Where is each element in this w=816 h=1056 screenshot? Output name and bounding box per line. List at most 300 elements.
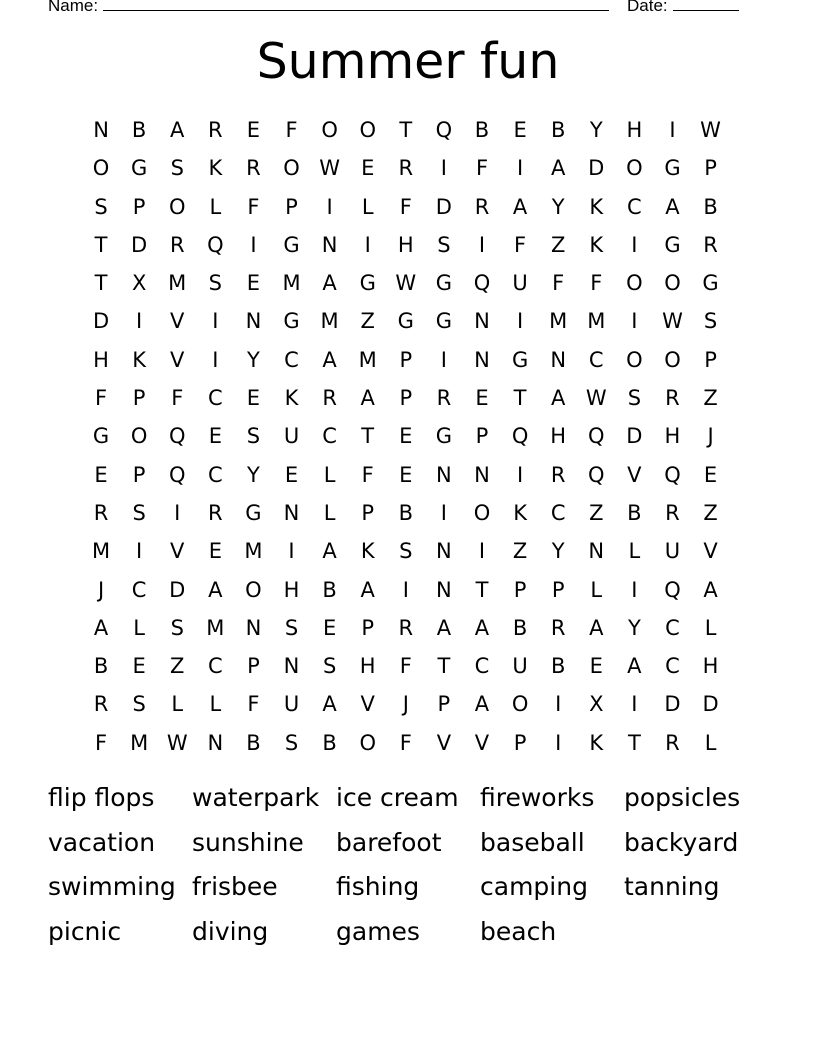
grid-cell[interactable]: A: [322, 539, 337, 564]
grid-cell[interactable]: G: [131, 156, 148, 181]
grid-cell[interactable]: P: [399, 386, 413, 411]
grid-cell[interactable]: H: [283, 577, 300, 602]
grid-cell[interactable]: C: [550, 500, 566, 525]
grid-cell[interactable]: G: [664, 232, 681, 257]
grid-cell[interactable]: Q: [168, 424, 186, 449]
grid-cell[interactable]: E: [475, 386, 489, 411]
grid-cell[interactable]: G: [702, 271, 719, 296]
grid-cell[interactable]: Q: [664, 462, 681, 487]
grid-cell[interactable]: M: [549, 309, 568, 334]
grid-cell[interactable]: T: [513, 386, 527, 411]
grid-cell[interactable]: N: [474, 462, 490, 487]
grid-cell[interactable]: R: [246, 156, 261, 181]
grid-cell[interactable]: B: [322, 577, 337, 602]
grid-cell[interactable]: P: [361, 615, 375, 640]
grid-cell[interactable]: G: [283, 232, 300, 257]
grid-cell[interactable]: L: [323, 500, 336, 525]
grid-cell[interactable]: S: [437, 232, 451, 257]
grid-cell[interactable]: W: [319, 156, 340, 181]
grid-cell[interactable]: Z: [703, 500, 718, 525]
grid-cell[interactable]: C: [627, 194, 642, 219]
grid-cell[interactable]: I: [250, 232, 257, 257]
puzzle-title: Summer fun: [256, 33, 560, 90]
grid-cell[interactable]: Q: [511, 424, 529, 449]
grid-cell[interactable]: V: [170, 309, 185, 334]
grid-cell[interactable]: I: [631, 309, 638, 334]
grid-cell[interactable]: R: [665, 386, 680, 411]
grid-cell[interactable]: U: [283, 424, 300, 449]
grid-cell[interactable]: A: [322, 692, 337, 717]
grid-cell[interactable]: I: [174, 500, 181, 525]
grid-cell[interactable]: O: [626, 347, 643, 372]
grid-cell[interactable]: L: [209, 692, 222, 717]
grid-cell[interactable]: J: [402, 692, 409, 717]
grid-cell[interactable]: A: [360, 386, 375, 411]
grid-cell[interactable]: R: [398, 615, 414, 640]
grid-cell[interactable]: E: [399, 462, 413, 487]
grid-cell[interactable]: F: [552, 271, 565, 296]
grid-cell[interactable]: G: [664, 156, 681, 181]
grid-cell[interactable]: A: [208, 577, 223, 602]
grid-cell[interactable]: A: [436, 615, 452, 640]
grid-cell[interactable]: R: [665, 500, 680, 525]
grid-cell[interactable]: E: [208, 539, 222, 564]
grid-cell[interactable]: Z: [170, 654, 185, 679]
grid-cell[interactable]: Z: [360, 309, 375, 334]
grid-cell[interactable]: U: [512, 271, 528, 296]
grid-cell[interactable]: P: [132, 462, 146, 487]
grid-cell[interactable]: G: [245, 500, 262, 525]
name-line[interactable]: [103, 0, 609, 11]
grid-cell[interactable]: I: [402, 577, 409, 602]
grid-cell[interactable]: V: [170, 539, 185, 564]
grid-cell[interactable]: V: [360, 692, 375, 717]
grid-cell[interactable]: A: [322, 271, 337, 296]
grid-cell[interactable]: Y: [589, 118, 603, 142]
grid-cell[interactable]: B: [512, 615, 528, 640]
grid-cell[interactable]: C: [207, 386, 223, 411]
grid-cell[interactable]: M: [358, 347, 377, 372]
grid-cell[interactable]: G: [92, 424, 110, 449]
grid-cell[interactable]: H: [93, 347, 109, 372]
grid-cell[interactable]: B: [550, 118, 566, 142]
grid-cell[interactable]: F: [361, 462, 374, 487]
grid-cell[interactable]: L: [171, 692, 184, 717]
grid-cell[interactable]: B: [131, 118, 147, 142]
grid-cell[interactable]: N: [436, 577, 452, 602]
grid-cell[interactable]: F: [247, 194, 260, 219]
grid-cell[interactable]: T: [437, 654, 451, 679]
grid-cell[interactable]: P: [361, 500, 375, 525]
word-bank-item: camping: [480, 872, 588, 901]
grid-cell[interactable]: N: [207, 730, 224, 755]
grid-cell[interactable]: I: [364, 232, 371, 257]
date-line[interactable]: [673, 0, 739, 11]
grid-cell[interactable]: P: [704, 156, 717, 181]
grid-cell[interactable]: E: [703, 462, 718, 487]
grid-cell[interactable]: O: [245, 577, 262, 602]
grid-cell[interactable]: R: [208, 500, 223, 525]
grid-cell[interactable]: N: [474, 347, 490, 372]
date-field[interactable]: [627, 0, 739, 16]
grid-cell[interactable]: Q: [664, 577, 681, 602]
grid-cell[interactable]: J: [707, 424, 714, 449]
grid-cell[interactable]: S: [284, 615, 299, 640]
grid-cell[interactable]: N: [436, 462, 452, 487]
grid-cell[interactable]: D: [169, 577, 186, 602]
grid-cell[interactable]: I: [440, 156, 447, 181]
grid-cell[interactable]: Y: [551, 539, 565, 564]
grid-cell[interactable]: E: [322, 615, 337, 640]
grid-cell[interactable]: H: [550, 424, 567, 449]
grid-cell[interactable]: F: [399, 730, 412, 755]
grid-cell[interactable]: O: [626, 156, 643, 181]
grid-cell[interactable]: D: [92, 309, 110, 334]
grid-cell[interactable]: C: [665, 654, 680, 679]
grid-cell[interactable]: B: [322, 730, 337, 755]
grid-cell[interactable]: I: [516, 462, 524, 487]
grid-cell[interactable]: N: [283, 654, 300, 679]
grid-cell[interactable]: B: [398, 500, 413, 525]
grid-cell[interactable]: R: [93, 500, 109, 525]
grid-cell[interactable]: B: [550, 654, 566, 679]
grid-cell[interactable]: S: [208, 271, 222, 296]
word-bank-item: popsicles: [624, 783, 741, 812]
grid-cell[interactable]: E: [361, 156, 375, 181]
grid-cell[interactable]: K: [589, 232, 604, 257]
grid-cell[interactable]: I: [555, 730, 562, 755]
grid-cell[interactable]: Q: [168, 462, 186, 487]
grid-cell[interactable]: Z: [550, 232, 566, 257]
grid-cell[interactable]: L: [323, 462, 336, 487]
grid-cell[interactable]: R: [550, 462, 566, 487]
grid-cell[interactable]: N: [436, 539, 452, 564]
grid-cell[interactable]: H: [397, 232, 414, 257]
grid-cell[interactable]: S: [170, 156, 184, 181]
grid-cell[interactable]: A: [512, 194, 528, 219]
grid-cell[interactable]: N: [93, 118, 109, 142]
grid-cell[interactable]: P: [399, 347, 413, 372]
grid-cell[interactable]: E: [246, 271, 261, 296]
grid-cell[interactable]: A: [474, 692, 490, 717]
grid-cell[interactable]: P: [437, 692, 451, 717]
grid-cell[interactable]: M: [91, 539, 111, 564]
grid-cell[interactable]: K: [589, 730, 604, 755]
grid-cell[interactable]: S: [170, 615, 184, 640]
grid-cell[interactable]: K: [513, 500, 527, 525]
grid-cell[interactable]: N: [588, 539, 605, 564]
grid-cell[interactable]: L: [133, 615, 145, 640]
grid-cell[interactable]: P: [285, 194, 298, 219]
grid-cell[interactable]: B: [246, 730, 261, 755]
grid-cell[interactable]: N: [245, 309, 262, 334]
grid-cell[interactable]: F: [399, 194, 412, 219]
grid-cell[interactable]: D: [664, 692, 681, 717]
grid-cell[interactable]: O: [168, 194, 186, 219]
grid-cell[interactable]: C: [207, 654, 223, 679]
grid-cell[interactable]: A: [474, 615, 490, 640]
grid-cell[interactable]: E: [208, 424, 222, 449]
grid-cell[interactable]: H: [626, 118, 643, 142]
grid-cell[interactable]: I: [631, 692, 638, 717]
header-row: [0, 0, 816, 20]
grid-cell[interactable]: O: [359, 730, 376, 755]
grid-cell[interactable]: A: [322, 347, 337, 372]
grid-cell[interactable]: G: [435, 424, 453, 449]
grid-cell[interactable]: F: [399, 654, 412, 679]
grid-cell[interactable]: I: [212, 309, 219, 334]
grid-cell[interactable]: I: [516, 156, 524, 181]
grid-cell[interactable]: M: [206, 615, 225, 640]
grid-cell[interactable]: M: [282, 271, 301, 296]
word-bank-item: vacation: [48, 827, 156, 857]
grid-cell[interactable]: P: [551, 577, 565, 602]
grid-cell[interactable]: R: [474, 194, 490, 219]
grid-cell[interactable]: A: [93, 615, 109, 640]
grid-cell[interactable]: M: [587, 309, 606, 334]
grid-cell[interactable]: E: [284, 462, 299, 487]
grid-cell[interactable]: S: [246, 424, 261, 449]
grid-cell[interactable]: P: [513, 730, 527, 755]
grid-cell[interactable]: E: [399, 424, 413, 449]
grid-cell[interactable]: M: [320, 309, 339, 334]
grid-cell[interactable]: C: [474, 654, 490, 679]
grid-cell[interactable]: R: [93, 692, 109, 717]
grid-cell[interactable]: I: [516, 309, 524, 334]
grid-cell[interactable]: N: [474, 309, 490, 334]
grid-cell[interactable]: O: [664, 271, 681, 296]
grid-cell[interactable]: F: [514, 232, 527, 257]
grid-cell[interactable]: R: [169, 232, 185, 257]
grid-cell[interactable]: N: [283, 500, 300, 525]
grid-cell[interactable]: R: [703, 232, 718, 257]
grid-cell[interactable]: P: [247, 654, 260, 679]
grid-cell[interactable]: L: [704, 615, 717, 640]
grid-cell[interactable]: A: [550, 386, 566, 411]
grid-cell[interactable]: G: [397, 309, 414, 334]
grid-cell[interactable]: F: [475, 156, 489, 181]
grid-cell[interactable]: O: [511, 692, 529, 717]
grid-cell[interactable]: U: [664, 539, 681, 564]
grid-cell[interactable]: D: [435, 194, 452, 219]
grid-cell[interactable]: Q: [588, 462, 605, 487]
grid-cell[interactable]: E: [132, 654, 146, 679]
grid-cell[interactable]: D: [702, 692, 719, 717]
grid-cell[interactable]: J: [97, 577, 105, 602]
grid-cell[interactable]: S: [94, 194, 108, 219]
grid-cell[interactable]: S: [284, 730, 299, 755]
grid-cell[interactable]: E: [246, 118, 261, 142]
grid-cell[interactable]: K: [589, 194, 604, 219]
grid-cell[interactable]: I: [136, 539, 143, 564]
grid-cell[interactable]: L: [361, 194, 374, 219]
grid-cell[interactable]: Q: [435, 118, 453, 142]
grid-cell[interactable]: W: [395, 271, 417, 296]
grid-cell[interactable]: O: [130, 424, 148, 449]
grid-cell[interactable]: T: [94, 232, 108, 257]
grid-cell[interactable]: T: [475, 577, 489, 602]
grid-cell[interactable]: O: [473, 500, 491, 525]
grid-cell[interactable]: Z: [703, 386, 718, 411]
grid-cell[interactable]: A: [589, 615, 604, 640]
grid-cell[interactable]: A: [665, 194, 680, 219]
grid-cell[interactable]: R: [398, 156, 414, 181]
grid-cell[interactable]: E: [513, 118, 527, 142]
grid-cell[interactable]: L: [704, 730, 717, 755]
grid-cell[interactable]: S: [627, 386, 642, 411]
word-bank-item: backyard: [624, 827, 739, 857]
grid-cell[interactable]: O: [92, 156, 110, 181]
grid-cell[interactable]: Q: [207, 232, 224, 257]
grid-cell[interactable]: V: [627, 462, 642, 487]
grid-cell[interactable]: R: [665, 730, 680, 755]
grid-cell[interactable]: K: [360, 539, 375, 564]
grid-cell[interactable]: V: [436, 730, 452, 755]
grid-cell[interactable]: F: [95, 730, 108, 755]
grid-cell[interactable]: R: [436, 386, 452, 411]
grid-cell[interactable]: Y: [551, 194, 565, 219]
grid-cell[interactable]: K: [284, 386, 299, 411]
grid-cell[interactable]: L: [590, 577, 603, 602]
grid-cell[interactable]: W: [700, 118, 721, 142]
grid-cell[interactable]: V: [703, 539, 718, 564]
grid-cell[interactable]: D: [131, 232, 148, 257]
grid-cell[interactable]: T: [627, 730, 641, 755]
grid-cell[interactable]: O: [283, 156, 300, 181]
grid-cell[interactable]: A: [703, 577, 718, 602]
grid-cell[interactable]: I: [555, 692, 562, 717]
grid-cell[interactable]: I: [440, 347, 447, 372]
grid-cell[interactable]: I: [326, 194, 333, 219]
grid-cell[interactable]: G: [435, 309, 453, 334]
grid-cell[interactable]: O: [664, 347, 681, 372]
grid-cell[interactable]: I: [288, 539, 295, 564]
grid-cell[interactable]: S: [132, 692, 146, 717]
grid-cell[interactable]: F: [95, 386, 108, 411]
grid-cell[interactable]: P: [132, 194, 146, 219]
grid-cell[interactable]: I: [440, 500, 447, 525]
grid-cell[interactable]: C: [588, 347, 604, 372]
grid-cell[interactable]: I: [631, 577, 638, 602]
grid-cell[interactable]: G: [359, 271, 376, 296]
grid-cell[interactable]: Z: [589, 500, 604, 525]
grid-cell[interactable]: S: [399, 539, 413, 564]
grid-cell[interactable]: P: [475, 424, 489, 449]
grid-cell[interactable]: V: [170, 347, 185, 372]
grid-cell[interactable]: G: [283, 309, 300, 334]
grid-cell[interactable]: I: [478, 232, 486, 257]
grid-cell[interactable]: T: [399, 118, 413, 142]
grid-cell[interactable]: P: [132, 386, 146, 411]
grid-cell[interactable]: S: [132, 500, 146, 525]
grid-cell[interactable]: M: [168, 271, 187, 296]
grid-cell[interactable]: T: [361, 424, 375, 449]
grid-cell[interactable]: D: [626, 424, 643, 449]
grid-cell[interactable]: I: [478, 539, 486, 564]
grid-cell[interactable]: F: [590, 271, 603, 296]
grid-cell[interactable]: I: [631, 232, 638, 257]
grid-cell[interactable]: M: [130, 730, 149, 755]
grid-cell[interactable]: M: [244, 539, 263, 564]
grid-cell[interactable]: F: [171, 386, 184, 411]
grid-cell[interactable]: Q: [473, 271, 491, 296]
grid-cell[interactable]: N: [550, 347, 567, 372]
grid-cell[interactable]: R: [322, 386, 337, 411]
grid-cell[interactable]: U: [512, 654, 528, 679]
word-bank-item: baseball: [480, 827, 585, 857]
grid-cell[interactable]: V: [474, 730, 490, 755]
grid-cell[interactable]: A: [550, 156, 566, 181]
grid-cell[interactable]: H: [664, 424, 681, 449]
grid-cell[interactable]: W: [662, 309, 683, 334]
grid-cell[interactable]: C: [284, 347, 299, 372]
grid-cell[interactable]: I: [212, 347, 219, 372]
grid-cell[interactable]: I: [669, 118, 676, 142]
grid-cell[interactable]: C: [322, 424, 337, 449]
grid-cell[interactable]: O: [321, 118, 338, 142]
grid-cell[interactable]: B: [93, 654, 109, 679]
grid-cell[interactable]: Y: [627, 615, 641, 640]
grid-cell[interactable]: K: [132, 347, 147, 372]
grid-cell[interactable]: U: [283, 692, 300, 717]
grid-cell[interactable]: D: [588, 156, 605, 181]
name-field[interactable]: [48, 0, 609, 16]
grid-cell[interactable]: C: [207, 462, 223, 487]
grid-cell[interactable]: L: [628, 539, 641, 564]
grid-cell[interactable]: H: [359, 654, 376, 679]
grid-cell[interactable]: X: [589, 692, 604, 717]
grid-cell[interactable]: A: [627, 654, 642, 679]
grid-cell[interactable]: E: [246, 386, 261, 411]
grid-cell[interactable]: Y: [247, 462, 260, 487]
grid-cell[interactable]: Y: [247, 347, 260, 372]
grid-cell[interactable]: K: [208, 156, 223, 181]
grid-cell[interactable]: X: [131, 271, 147, 296]
grid-cell[interactable]: H: [702, 654, 719, 679]
grid-cell[interactable]: C: [665, 615, 680, 640]
grid-cell[interactable]: E: [94, 462, 108, 487]
grid-cell[interactable]: G: [435, 271, 453, 296]
grid-cell[interactable]: S: [703, 309, 718, 334]
grid-cell[interactable]: I: [136, 309, 143, 334]
grid-cell[interactable]: R: [550, 615, 566, 640]
grid-cell[interactable]: B: [474, 118, 490, 142]
grid-cell[interactable]: A: [360, 577, 375, 602]
grid-cell[interactable]: E: [589, 654, 603, 679]
grid-cell[interactable]: O: [626, 271, 643, 296]
grid-cell[interactable]: P: [513, 577, 527, 602]
grid-cell[interactable]: F: [285, 118, 298, 142]
grid-cell[interactable]: N: [321, 232, 338, 257]
grid-cell[interactable]: C: [131, 577, 147, 602]
grid-cell[interactable]: A: [170, 118, 185, 142]
grid-cell[interactable]: G: [511, 347, 529, 372]
grid-cell[interactable]: B: [703, 194, 718, 219]
grid-cell[interactable]: B: [627, 500, 642, 525]
grid-cell[interactable]: T: [94, 271, 108, 296]
grid-cell[interactable]: F: [247, 692, 260, 717]
grid-cell[interactable]: R: [208, 118, 223, 142]
grid-cell[interactable]: O: [359, 118, 376, 142]
grid-cell[interactable]: N: [245, 615, 262, 640]
grid-cell[interactable]: Q: [588, 424, 605, 449]
grid-cell[interactable]: S: [322, 654, 337, 679]
grid-cell[interactable]: P: [704, 347, 717, 372]
grid-cell[interactable]: W: [585, 386, 607, 411]
grid-cell[interactable]: W: [166, 730, 188, 755]
grid-cell[interactable]: Z: [512, 539, 528, 564]
grid-cell[interactable]: L: [209, 194, 222, 219]
